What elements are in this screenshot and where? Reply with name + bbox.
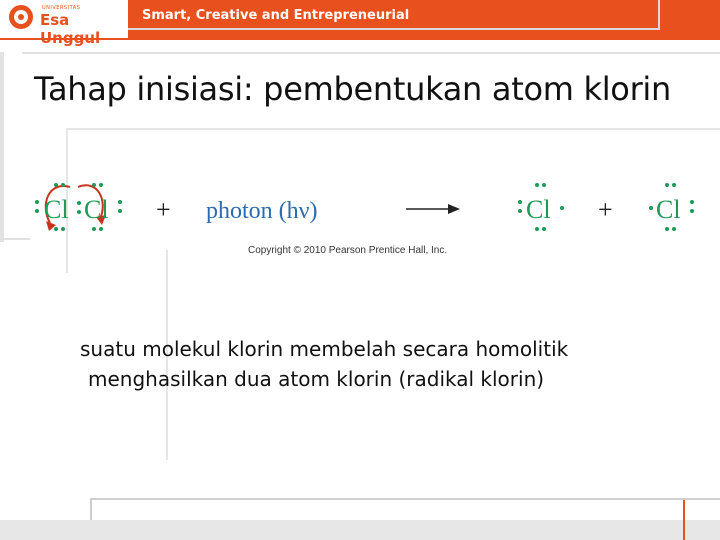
equation-graphic bbox=[0, 175, 720, 245]
body-line-1: suatu molekul klorin membelah secara homolitik bbox=[80, 337, 569, 361]
copyright-notice: Copyright © 2010 Pearson Prentice Hall, Inc. bbox=[248, 245, 448, 256]
footer-bar bbox=[0, 520, 720, 540]
product-cl-1: Cl bbox=[526, 195, 551, 224]
reactant-cl-2: Cl bbox=[84, 195, 109, 224]
photon-label: photon (hν) bbox=[206, 198, 318, 224]
reaction-equation bbox=[0, 175, 720, 245]
product-cl-2: Cl bbox=[656, 195, 681, 224]
logo-text: Esa Unggul bbox=[40, 11, 101, 47]
plus-sign-2: + bbox=[598, 195, 613, 224]
body-text bbox=[80, 334, 568, 394]
slide-title: Tahap inisiasi: pembentukan atom klorin bbox=[34, 70, 672, 108]
frame-line-under-title bbox=[66, 128, 720, 130]
logo-small-text: UNIVERSITAS bbox=[42, 5, 81, 11]
reaction-arrowhead-icon bbox=[448, 204, 460, 214]
header-bar bbox=[0, 0, 720, 47]
body-line-2: menghasilkan dua atom klorin (radikal klorin) bbox=[88, 367, 545, 391]
logo-emblem-icon bbox=[9, 5, 33, 29]
tagline: Smart, Creative and Entrepreneurial bbox=[142, 8, 410, 23]
logo bbox=[0, 0, 128, 47]
plus-sign-1: + bbox=[156, 195, 171, 224]
reactant-cl-1: Cl bbox=[44, 195, 69, 224]
frame-line-top bbox=[22, 52, 720, 54]
footer-accent-line bbox=[683, 500, 685, 540]
